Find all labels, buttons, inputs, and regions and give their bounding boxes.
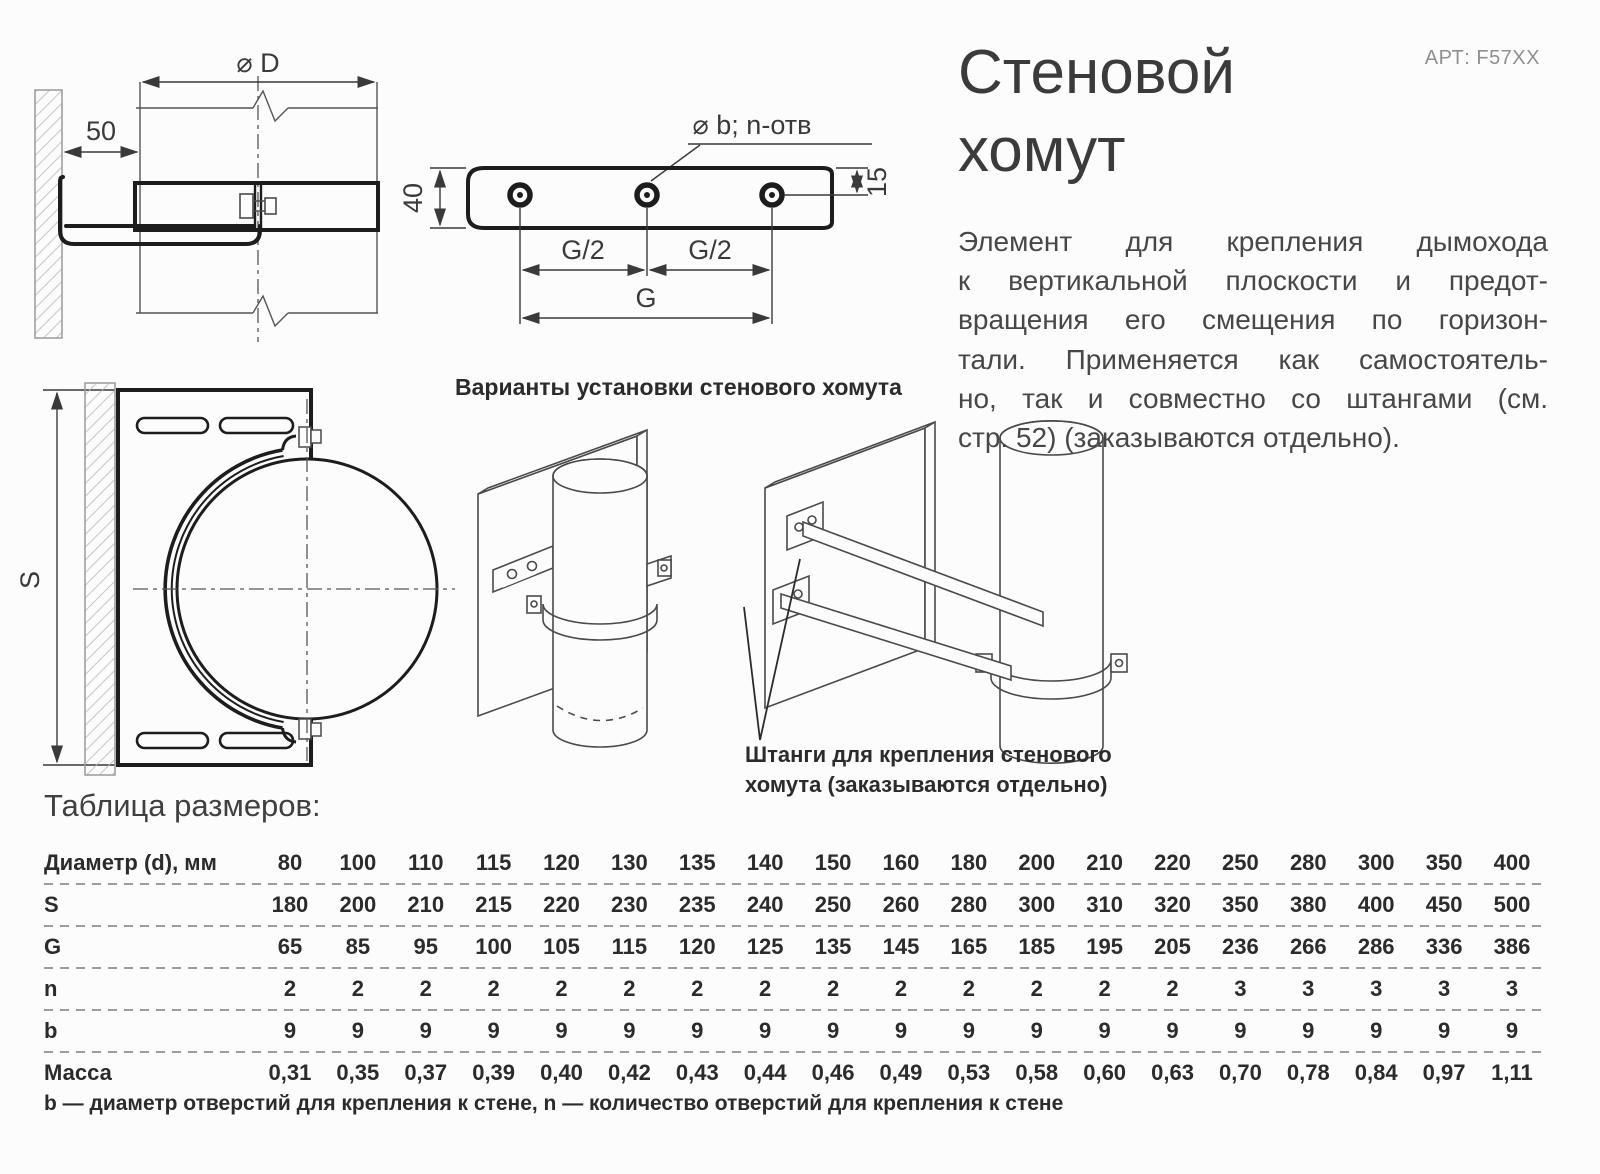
value-cell: 0,97 [1422,1060,1466,1085]
description-line: вращения его смещения по горизон- [958,304,1548,336]
value-cell: 300 [1018,892,1056,917]
strip-drawing [400,98,900,333]
dim-15-ext [784,168,868,195]
value-cell: 336 [1425,934,1463,959]
value-cell: 0,63 [1151,1060,1194,1085]
dim-g2-right-label: G/2 [688,235,732,265]
value-cell: 100 [339,850,377,875]
value-cell: 125 [746,934,784,959]
dim-s-label: S [15,570,45,590]
table-row [44,1053,1546,1093]
value-cell: 0,70 [1219,1060,1262,1085]
value-cell: 0,37 [404,1060,448,1085]
value-cell: 9 [962,1018,975,1043]
value-cell: 180 [271,892,309,917]
value-cell: 240 [746,892,784,917]
value-cell: 2 [555,976,568,1001]
value-cell: 9 [691,1018,704,1043]
value-cell: 0,78 [1286,1060,1330,1085]
value-cell: 250 [814,892,852,917]
value-cell: 235 [678,892,716,917]
value-cell: 215 [475,892,512,917]
table-row [44,843,1546,883]
value-cell: 9 [1370,1018,1383,1043]
value-cell: 2 [759,976,772,1001]
row-label: b [44,1018,58,1043]
product-description [958,222,1548,457]
value-cell: 3 [1234,976,1247,1001]
row-label: Диаметр (d), мм [44,850,217,875]
value-cell: 9 [1234,1018,1247,1043]
value-cell: 450 [1425,892,1463,917]
value-cell: 9 [759,1018,772,1043]
value-cell: 350 [1222,892,1259,917]
value-cell: 260 [882,892,920,917]
value-cell: 95 [413,934,438,959]
article-number: АРТ: F57XX [1424,47,1540,69]
value-cell: 2 [283,976,297,1001]
value-cell: 200 [1018,850,1056,875]
value-cell: 310 [1086,892,1123,917]
value-cell: 105 [543,934,580,959]
table-row [44,885,1546,925]
value-cell: 135 [814,934,852,959]
value-cell: 9 [894,1018,908,1043]
value-cell: 266 [1289,934,1327,959]
pipe-top-break [136,91,378,121]
value-cell: 220 [1154,850,1191,875]
clamp-band [135,183,378,230]
value-cell: 195 [1086,934,1123,959]
value-cell: 0,42 [607,1060,651,1085]
variants-caption: Варианты установки стенового хомута [455,374,902,400]
value-cell: 2 [1030,976,1043,1001]
value-cell: 160 [882,850,920,875]
value-cell: 9 [1098,1018,1111,1043]
value-cell: 230 [611,892,648,917]
table-footnote: b — диаметр отверстий для крепления к стене, n — количество отверстий для крепления к стене [44,1092,1064,1115]
value-cell: 0,31 [268,1060,312,1085]
value-cell: 500 [1493,892,1531,917]
value-cell: 0,40 [540,1060,583,1085]
value-cell: 0,49 [879,1060,923,1085]
value-cell: 280 [950,892,988,917]
dim-40-ext [430,168,466,228]
value-cell: 9 [555,1018,568,1043]
value-cell: 280 [1289,850,1327,875]
value-cell: 3 [1437,976,1451,1001]
value-cell: 2 [826,976,840,1001]
value-cell: 236 [1222,934,1259,959]
description-line: тали. Применяется как самостоятель- [958,343,1548,375]
value-cell: 65 [277,934,303,959]
value-cell: 120 [543,850,580,875]
dim-g-label: G [635,283,657,313]
row-label: G [44,934,62,959]
description-line: к вертикальной плоскости и предот- [958,265,1548,297]
value-cell: 130 [611,850,648,875]
value-cell: 9 [419,1018,432,1043]
value-cell: 0,46 [811,1060,855,1085]
value-cell: 9 [1166,1018,1179,1043]
dim-g2-left-label: G/2 [561,235,605,265]
value-cell: 115 [475,850,512,875]
description-line: но, так и совместно со штангами (см. [958,382,1548,414]
value-cell: 2 [1098,976,1111,1001]
dim-d-label: ⌀ D [236,48,280,78]
value-cell: 9 [283,1018,297,1043]
holes-leader [651,145,700,181]
value-cell: 185 [1018,934,1056,959]
variant-1 [478,430,671,747]
value-cell: 400 [1357,892,1395,917]
rods-label: Штанги для крепления стенового хомута (заказываются отдельно) [745,742,1112,797]
value-cell: 0,44 [743,1060,787,1085]
value-cell: 2 [962,976,975,1001]
wall-hatch [85,383,115,775]
side-view-drawing [20,30,440,345]
table-heading: Таблица размеров: [44,788,321,823]
row-label: S [44,892,59,917]
value-cell: 9 [1302,1018,1315,1043]
value-cell: 9 [826,1018,840,1043]
size-table [44,843,1546,1093]
strip-holes [510,185,782,205]
value-cell: 165 [950,934,988,959]
value-cell: 250 [1222,850,1259,875]
value-cell: 9 [1030,1018,1043,1043]
row-label: n [44,976,58,1001]
value-cell: 220 [543,892,580,917]
value-cell: 100 [475,934,512,959]
value-cell: 3 [1370,976,1383,1001]
wall-hatch [35,90,62,338]
dim-40-label: 40 [398,182,428,214]
value-cell: 350 [1425,850,1463,875]
value-cell: 2 [691,976,704,1001]
pipe-bottom-break [136,296,378,326]
description-line: стр. 52) (заказываются отдельно). [958,421,1400,453]
value-cell: 210 [407,892,445,917]
value-cell: 110 [407,850,444,875]
value-cell: 145 [882,934,920,959]
value-cell: 1,11 [1491,1060,1533,1085]
value-cell: 135 [678,850,716,875]
front-view-drawing [15,375,460,777]
value-cell: 9 [1437,1018,1451,1043]
value-cell: 210 [1086,850,1123,875]
holes-label: ⌀ b; n-отв [692,110,812,140]
value-cell: 0,35 [336,1060,380,1085]
value-cell: 2 [487,976,500,1001]
row-label: Масса [44,1060,112,1085]
dim-50-label: 50 [85,116,117,146]
value-cell: 386 [1493,934,1531,959]
value-cell: 2 [1166,976,1179,1001]
value-cell: 286 [1357,934,1395,959]
value-cell: 2 [623,976,636,1001]
description-line: Элемент для крепления дымохода [958,226,1548,257]
value-cell: 0,43 [675,1060,719,1085]
table-row [44,969,1546,1009]
value-cell: 2 [894,976,908,1001]
value-cell: 9 [623,1018,636,1043]
value-cell: 85 [345,934,371,959]
value-cell: 180 [950,850,988,875]
value-cell: 205 [1154,934,1191,959]
value-cell: 400 [1493,850,1531,875]
value-cell: 2 [351,976,364,1001]
value-cell: 320 [1154,892,1191,917]
value-cell: 9 [487,1018,500,1043]
variant-2 [765,421,1127,763]
value-cell: 3 [1302,976,1315,1001]
value-cell: 300 [1357,850,1395,875]
table-row [44,927,1546,967]
value-cell: 2 [419,976,432,1001]
value-cell: 0,39 [472,1060,516,1085]
wall-hook [60,177,260,244]
dim-15-label: 15 [862,166,892,198]
value-cell: 120 [678,934,716,959]
value-cell: 0,84 [1354,1060,1398,1085]
value-cell: 200 [339,892,377,917]
page-title: Стеновой хомут [958,38,1236,186]
value-cell: 380 [1289,892,1327,917]
value-cell: 9 [1505,1018,1519,1043]
value-cell: 3 [1505,976,1519,1001]
value-cell: 0,53 [947,1060,991,1085]
value-cell: 0,60 [1083,1060,1127,1085]
value-cell: 9 [351,1018,364,1043]
value-cell: 115 [611,934,648,959]
value-cell: 80 [277,850,303,875]
value-cell: 140 [746,850,784,875]
value-cell: 150 [814,850,852,875]
table-row [44,1011,1546,1051]
value-cell: 0,58 [1015,1060,1059,1085]
